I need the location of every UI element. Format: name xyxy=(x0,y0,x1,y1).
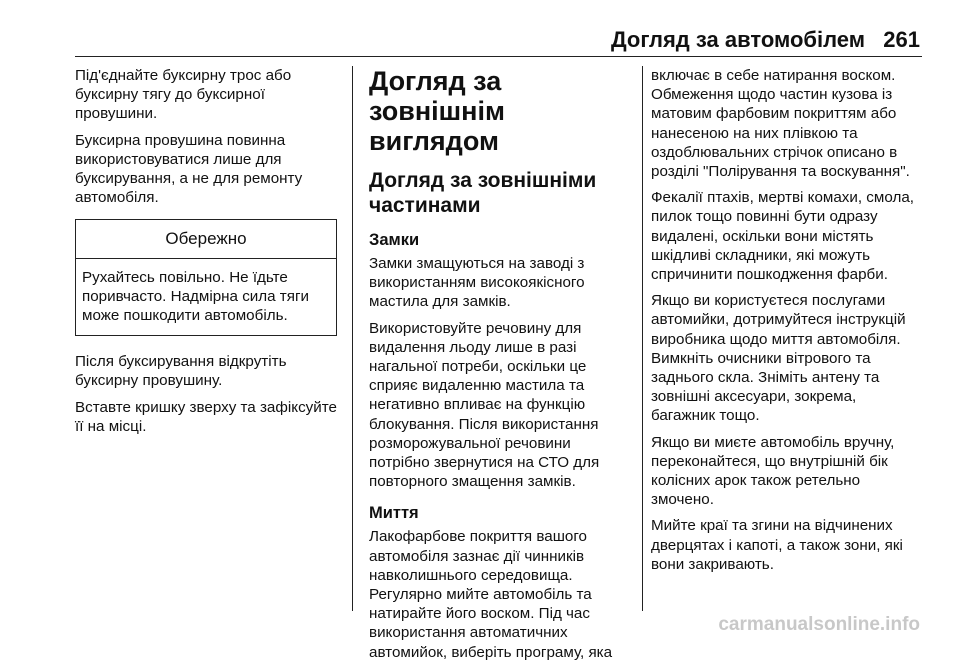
column-3 xyxy=(651,66,923,581)
paragraph: включає в себе натирання воском. Обмеження щодо частин кузова із матовим фарбовим покриттям або нанесеною на них плівкою та оздоблювальних стрічок описано в розділі "Полірування та воскування". xyxy=(651,67,910,181)
column-1 xyxy=(75,66,337,443)
paragraph: Після буксирування відкрутіть буксирну провушину. xyxy=(75,353,287,390)
column-divider-2 xyxy=(642,66,643,611)
page-header xyxy=(0,0,960,60)
paragraph: Якщо ви користуєтеся послугами автомийки, дотримуйтеся інструкцій виробника щодо миття автомобіля. Вимкніть очисники вітрового та заднього скла. Зніміть антену та зовнішні аксесуари, зокрема, багажник тощо. xyxy=(651,292,906,425)
subsection-heading: Догляд за зовнішніми частинами xyxy=(369,169,597,217)
paragraph: Буксирна провушина повинна використовуватися лише для буксирування, а не для ремонту автомобіля. xyxy=(75,131,303,207)
paragraph: Якщо ви миєте автомобіль вручну, переконайтеся, що внутрішній бік колісних арок також ретельно змочено. xyxy=(651,433,895,509)
column-divider-1 xyxy=(352,66,353,611)
caution-text: Рухайтесь повільно. Не їдьте поривчасто. Надмірна сила тяги може пошкодити автомобіль. xyxy=(82,268,310,325)
watermark: carmanualsonline.info xyxy=(718,614,920,635)
header-title: Догляд за автомобілем xyxy=(610,27,865,52)
header-rule xyxy=(75,56,922,57)
paragraph: Фекалії птахів, мертві комахи, смола, пилок тощо повинні бути одразу видалені, оскільки вони містять шкідливі складники, які можуть спричинити пошкодження фарби. xyxy=(651,189,914,284)
heading-locks: Замки xyxy=(369,231,420,249)
caution-title: Обережно xyxy=(76,220,336,258)
paragraph: Використовуйте речовину для видалення льоду лише в разі нагальної потреби, оскільки це сприяє видаленню мастила та негативно впливає на функцію блокування. Після використання розморожувальної речовини потрібно звернутися на СТО для повторного змащення замків. xyxy=(369,319,600,491)
column-2 xyxy=(369,66,631,669)
paragraph: Під'єднайте буксирну трос або буксирну тягу до буксирної провушини. xyxy=(75,67,292,123)
caution-box xyxy=(75,219,337,336)
paragraph: Лакофарбове покриття вашого автомобіля зазнає дії чинників навколишнього середовища. Регулярно мийте автомобіль та натирайте його воском. Під час використання автоматичних автомийок, виберіть програму, яка xyxy=(369,528,613,661)
heading-washing: Миття xyxy=(369,504,419,523)
paragraph: Вставте кришку зверху та зафіксуйте її на місці. xyxy=(75,398,337,435)
paragraph: Мийте краї та згини на відчинених дверцятах і капоті, а також зони, які вони закривають. xyxy=(651,517,903,573)
paragraph: Замки змащуються на заводі з використанням високоякісного мастила для замків. xyxy=(369,255,585,311)
page-number: 261 xyxy=(883,27,920,52)
section-heading: Догляд за зовнішнім виглядом xyxy=(369,66,505,156)
